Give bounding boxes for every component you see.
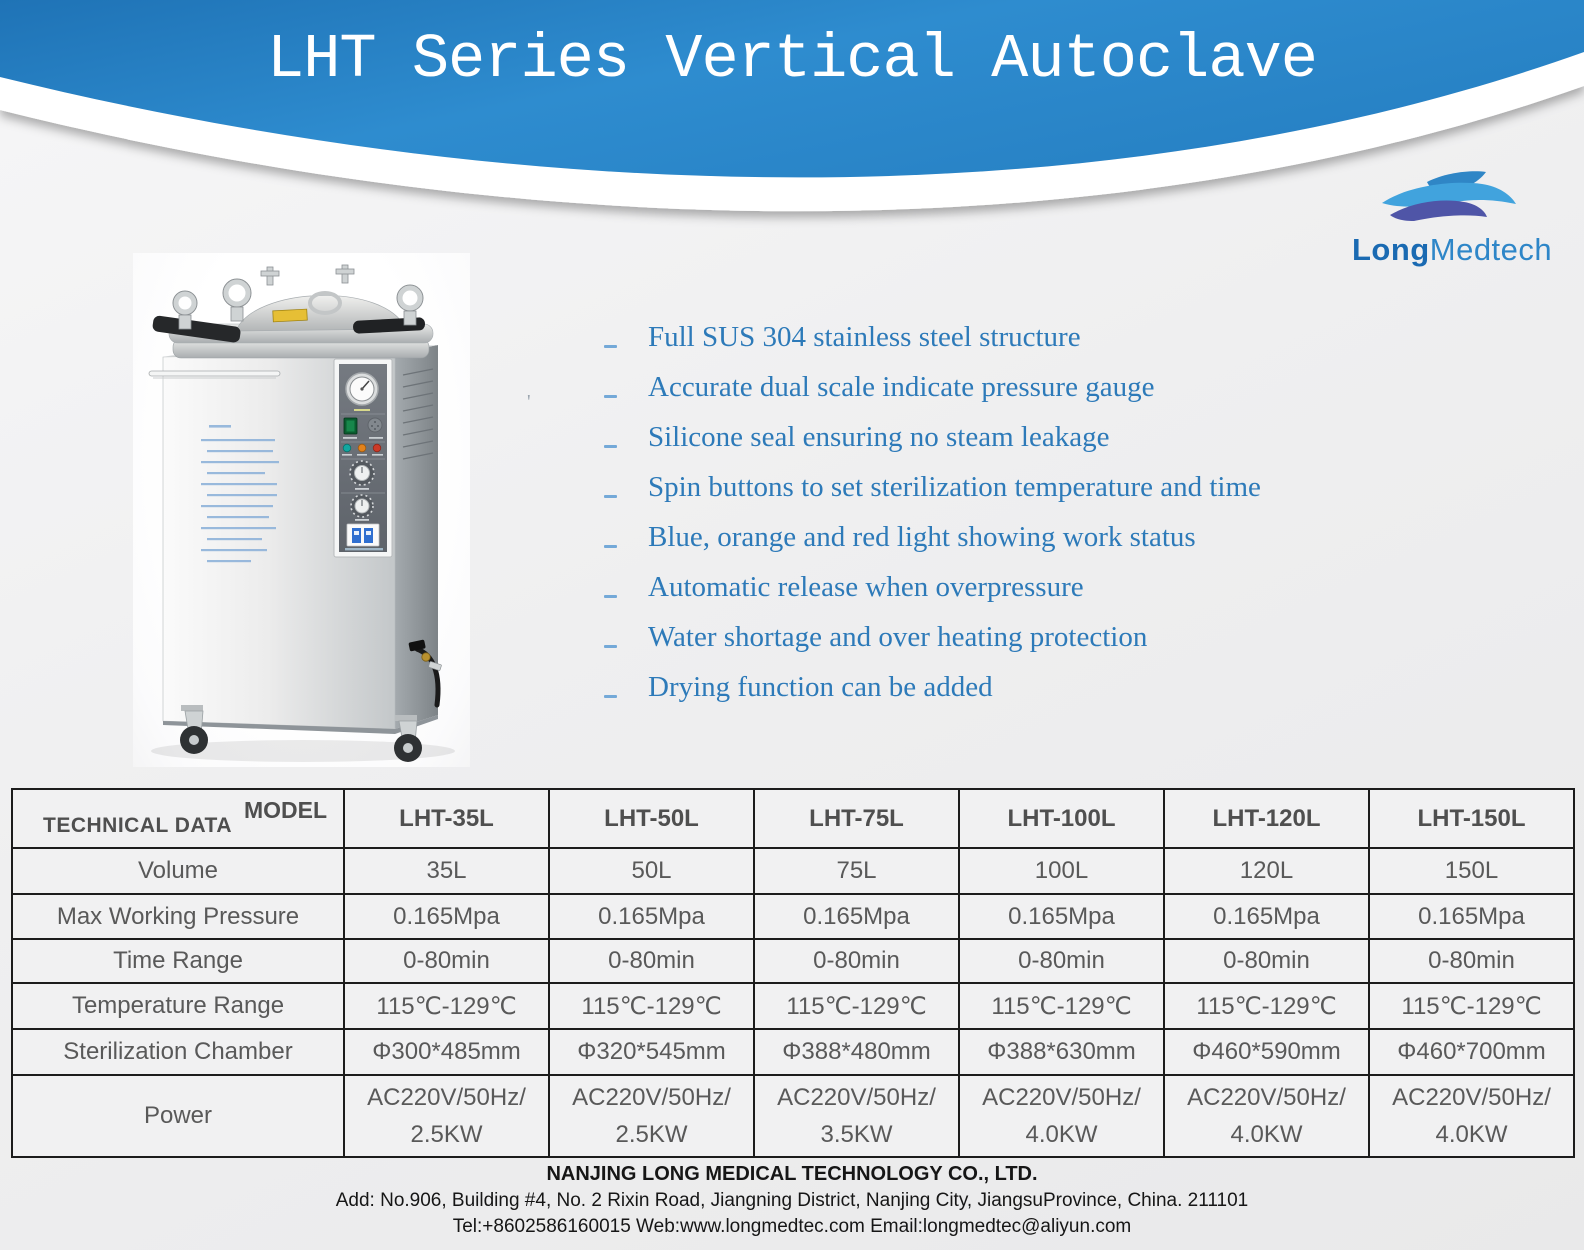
feature-text: Silicone seal ensuring no steam leakage	[648, 420, 1110, 453]
spec-cell: 50L	[549, 848, 754, 894]
column-header-model: LHT-150L	[1369, 789, 1574, 848]
power-voltage: AC220V/50Hz/	[982, 1083, 1141, 1111]
footer	[0, 1163, 1584, 1238]
spec-cell: 0.165Mpa	[754, 894, 959, 939]
row-label: Time Range	[12, 939, 344, 983]
power-wattage: 4.0KW	[1230, 1120, 1303, 1148]
feature-item	[604, 312, 1444, 362]
table-header-row	[12, 789, 1574, 848]
power-wattage: 4.0KW	[1435, 1120, 1508, 1148]
spec-cell: Φ300*485mm	[344, 1029, 549, 1075]
stray-mark: '	[527, 391, 531, 413]
spec-cell: 0-80min	[1369, 939, 1574, 983]
feature-text: Full SUS 304 stainless steel structure	[648, 320, 1081, 353]
brand-logo	[1352, 168, 1553, 268]
spec-cell: 0-80min	[754, 939, 959, 983]
feature-item	[604, 362, 1444, 412]
power-voltage: AC220V/50Hz/	[1187, 1083, 1346, 1111]
dash-bullet-icon	[604, 695, 617, 698]
spec-cell: Φ388*480mm	[754, 1029, 959, 1075]
product-photo	[133, 253, 470, 767]
spec-cell: 115℃-129℃	[1369, 983, 1574, 1029]
feature-text: Water shortage and over heating protection	[648, 620, 1148, 653]
feature-list	[604, 312, 1444, 712]
spec-cell: 0.165Mpa	[1164, 894, 1369, 939]
spec-cell: 0.165Mpa	[549, 894, 754, 939]
dash-bullet-icon	[604, 345, 617, 348]
table-row-temperature	[12, 983, 1574, 1029]
row-label: Power	[12, 1075, 344, 1157]
column-header-model: LHT-100L	[959, 789, 1164, 848]
spec-cell: 35L	[344, 848, 549, 894]
logo-swoosh-icon	[1372, 168, 1522, 230]
power-voltage: AC220V/50Hz/	[572, 1083, 731, 1111]
power-wattage: 2.5KW	[615, 1120, 688, 1148]
dash-bullet-icon	[604, 395, 617, 398]
power-voltage: AC220V/50Hz/	[367, 1083, 526, 1111]
spec-cell: 0.165Mpa	[959, 894, 1164, 939]
spec-cell	[754, 1075, 959, 1157]
row-label: Temperature Range	[12, 983, 344, 1029]
feature-item	[604, 462, 1444, 512]
spec-cell: 0.165Mpa	[344, 894, 549, 939]
power-wattage: 2.5KW	[410, 1120, 483, 1148]
spec-cell	[1164, 1075, 1369, 1157]
spec-cell	[549, 1075, 754, 1157]
column-header-model: LHT-35L	[344, 789, 549, 848]
power-wattage: 3.5KW	[820, 1120, 893, 1148]
spec-cell: 120L	[1164, 848, 1369, 894]
feature-text: Spin buttons to set sterilization temperature and time	[648, 470, 1261, 503]
table-corner-cell	[12, 789, 344, 848]
spec-cell: 115℃-129℃	[754, 983, 959, 1029]
spec-cell: Φ320*545mm	[549, 1029, 754, 1075]
table-row-chamber	[12, 1029, 1574, 1075]
spec-cell	[959, 1075, 1164, 1157]
logo-wordmark	[1352, 232, 1553, 268]
column-header-model: LHT-75L	[754, 789, 959, 848]
logo-word-long: Long	[1352, 232, 1430, 267]
table-row-time	[12, 939, 1574, 983]
row-label: Sterilization Chamber	[12, 1029, 344, 1075]
spec-cell: 0-80min	[344, 939, 549, 983]
corner-model-label: MODEL	[243, 797, 327, 823]
spec-cell	[1369, 1075, 1574, 1157]
spec-cell: Φ388*630mm	[959, 1029, 1164, 1075]
spec-cell: 100L	[959, 848, 1164, 894]
feature-text: Blue, orange and red light showing work status	[648, 520, 1196, 553]
dash-bullet-icon	[604, 495, 617, 498]
feature-text: Accurate dual scale indicate pressure gauge	[648, 370, 1155, 403]
autoclave-illustration	[133, 253, 470, 767]
spec-cell: 0-80min	[549, 939, 754, 983]
row-label: Volume	[12, 848, 344, 894]
spec-cell: 150L	[1369, 848, 1574, 894]
dash-bullet-icon	[604, 445, 617, 448]
power-voltage: AC220V/50Hz/	[1392, 1083, 1551, 1111]
dash-bullet-icon	[604, 645, 617, 648]
corner-technical-data-label: TECHNICAL DATA	[43, 814, 232, 837]
spec-cell: 115℃-129℃	[1164, 983, 1369, 1029]
spec-cell: Φ460*700mm	[1369, 1029, 1574, 1075]
feature-item	[604, 612, 1444, 662]
spec-table	[11, 788, 1575, 1158]
footer-company: NANJING LONG MEDICAL TECHNOLOGY CO., LTD.	[546, 1163, 1038, 1185]
feature-item	[604, 412, 1444, 462]
spec-cell: 0-80min	[959, 939, 1164, 983]
table-row-pressure	[12, 894, 1574, 939]
power-wattage: 4.0KW	[1025, 1120, 1098, 1148]
power-voltage: AC220V/50Hz/	[777, 1083, 936, 1111]
spec-cell: Φ460*590mm	[1164, 1029, 1369, 1075]
feature-item	[604, 662, 1444, 712]
spec-cell: 0-80min	[1164, 939, 1369, 983]
feature-item	[604, 512, 1444, 562]
feature-item	[604, 562, 1444, 612]
column-header-model: LHT-50L	[549, 789, 754, 848]
spec-cell	[344, 1075, 549, 1157]
table-row-volume	[12, 848, 1574, 894]
page-title: LHT Series Vertical Autoclave	[267, 24, 1317, 95]
dash-bullet-icon	[604, 595, 617, 598]
spec-cell: 75L	[754, 848, 959, 894]
spec-cell: 115℃-129℃	[549, 983, 754, 1029]
feature-text: Drying function can be added	[648, 670, 993, 703]
spec-cell: 115℃-129℃	[344, 983, 549, 1029]
footer-address: Add: No.906, Building #4, No. 2 Rixin Road, Jiangning District, Nanjing City, JiangsuProvince, China. 211101	[335, 1190, 1249, 1211]
feature-text: Automatic release when overpressure	[648, 570, 1084, 603]
table-row-power	[12, 1075, 1574, 1157]
logo-word-medtech: Medtech	[1429, 232, 1553, 267]
row-label: Max Working Pressure	[12, 894, 344, 939]
footer-contact: Tel:+8602586160015 Web:www.longmedtec.com Email:longmedtec@aliyun.com	[452, 1216, 1132, 1237]
dash-bullet-icon	[604, 545, 617, 548]
column-header-model: LHT-120L	[1164, 789, 1369, 848]
spec-cell: 0.165Mpa	[1369, 894, 1574, 939]
spec-cell: 115℃-129℃	[959, 983, 1164, 1029]
